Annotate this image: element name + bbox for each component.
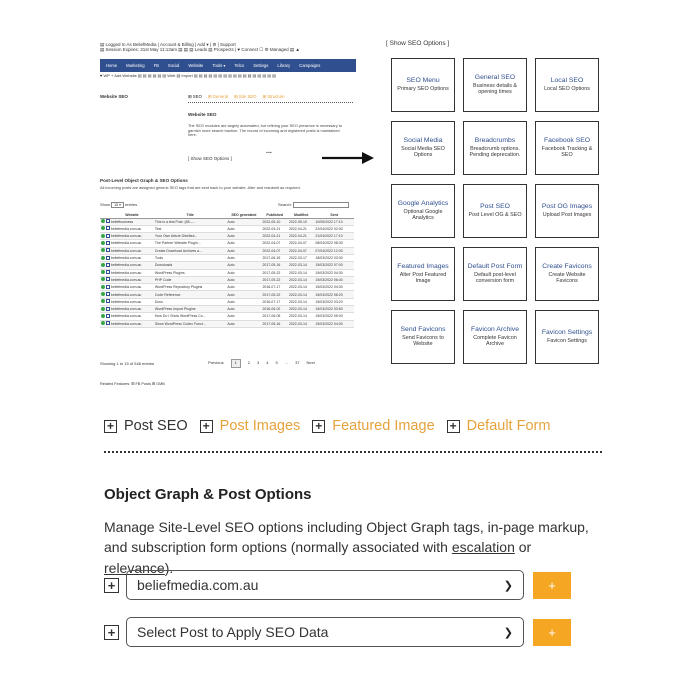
mini-tab-general[interactable]: ⊞ General	[207, 94, 228, 99]
status-dot-icon	[100, 240, 105, 247]
tab-post-images[interactable]	[200, 418, 301, 434]
table-cell: 10/05/2022 17:10	[314, 218, 354, 225]
mini-toolbar: ♥ WP + Add Website ▤ ▤ ▤ ▤ ▤ ▤ Web ▤ Import ▤ ▤ ▤ ▤ ▤ ▤ ▤ ▤ ▤ ▤ ▤ ▤ ▤ ▤ ▤ ▤ ▤	[100, 74, 276, 78]
edit-icon[interactable]	[105, 284, 110, 291]
mini-pager-page-3[interactable]: 3	[257, 360, 260, 365]
edit-icon[interactable]	[105, 240, 110, 247]
mini-object-graph-heading: Post-Level Object Graph & SEO Options	[100, 178, 188, 183]
table-cell: 2022-05-10	[261, 218, 287, 225]
mini-nav-home[interactable]: Home	[106, 62, 118, 68]
table-cell: This is a test Post: (68 –...	[154, 218, 226, 225]
table-cell: Auto	[226, 291, 261, 298]
tile-favicon-settings[interactable]	[535, 310, 599, 364]
object-graph-heading: Object Graph & Post Options	[104, 486, 312, 503]
website-select-value: beliefmedia.com.au	[137, 577, 259, 593]
table-row[interactable]	[100, 262, 354, 269]
table-cell: 2017-05-16	[261, 320, 287, 327]
table-cell: 2017-06-05	[261, 313, 287, 320]
table-cell: WordPress Plugins	[154, 269, 226, 276]
mini-website-seo-text: The SEO modules are largely automated, but refining your SEO presence is necessary to garnish more search traction. The record of incoming and registered posts is maintained here.	[188, 123, 342, 138]
tile-title: General SEO	[474, 74, 516, 82]
table-cell: Auto	[226, 247, 261, 254]
table-cell: 15/03/2022 06:40	[314, 276, 354, 283]
table-cell: Tools	[154, 254, 226, 261]
tile-description: Upload Post Images	[542, 212, 592, 219]
edit-icon[interactable]	[105, 313, 110, 320]
table-cell: Auto	[226, 240, 261, 247]
table-cell: Auto	[226, 225, 261, 232]
mini-website-seo-heading: Website SEO	[188, 112, 217, 117]
table-cell: 2022-03-14	[288, 262, 314, 269]
status-dot-icon	[100, 225, 105, 232]
mini-pager-ellipsis: ...	[284, 360, 289, 365]
table-cell: Auto	[226, 269, 261, 276]
tile-title: Default Post Form	[467, 263, 523, 271]
table-cell: Test	[154, 225, 226, 232]
table-cell: beliefmedia.com.au	[110, 240, 154, 247]
mini-posts-table	[100, 212, 354, 328]
mini-entries-label: entries	[125, 202, 138, 207]
table-cell: WordPress Import Plugins	[154, 306, 226, 313]
edit-icon[interactable]	[105, 254, 110, 261]
table-cell: 15/03/2022 06:20	[314, 291, 354, 298]
mini-search-input[interactable]	[293, 202, 349, 208]
tile-post-seo[interactable]	[463, 184, 527, 238]
table-cell: Show WordPress Codex Funct...	[154, 320, 226, 327]
table-row[interactable]	[100, 276, 354, 283]
table-cell: 2022-03-14	[288, 298, 314, 305]
table-cell: beliefmedia.com.au	[110, 284, 154, 291]
tile-general-seo[interactable]	[463, 58, 527, 112]
table-cell: 2017-05-22	[261, 269, 287, 276]
tab-featured-image[interactable]	[312, 418, 434, 434]
table-cell: beliefmedia.com.au	[110, 291, 154, 298]
tab-label: Post SEO	[124, 418, 188, 434]
tile-description: Primary SEO Options	[397, 86, 449, 93]
website-select[interactable]	[126, 570, 524, 600]
table-row[interactable]	[100, 284, 354, 291]
tile-facebook-seo[interactable]	[535, 121, 599, 175]
table-cell: 2022-05-10	[288, 218, 314, 225]
apply-seo-button[interactable]: +	[533, 619, 571, 646]
table-cell: 2022-03-14	[288, 320, 314, 327]
table-cell: 2022-04-07	[288, 240, 314, 247]
seo-options-grid	[391, 58, 599, 364]
table-cell: beliefmedia.com.au	[110, 298, 154, 305]
tile-send-favicons[interactable]	[391, 310, 455, 364]
table-cell: 2016-07-17	[261, 284, 287, 291]
relevance-link[interactable]: relevance	[104, 559, 165, 576]
tile-local-seo[interactable]	[535, 58, 599, 112]
expand-plus-icon[interactable]: +	[104, 578, 119, 593]
tile-description: Breadcrumb options. Pending deprecation.	[469, 145, 521, 159]
tile-description: Alter Post Featured Image	[399, 271, 447, 285]
table-cell: PHP Code	[154, 276, 226, 283]
table-cell: Auto	[226, 298, 261, 305]
tile-description: Complete Favicon Archive	[473, 334, 517, 348]
tab-label: Post Images	[219, 418, 301, 434]
dotted-divider	[104, 451, 602, 453]
post-select-row	[104, 617, 571, 647]
mini-tab-site-seo[interactable]: ⊞ Site SEO	[233, 94, 257, 99]
status-dot-icon	[100, 269, 105, 276]
table-cell: beliefmedia.com.au	[110, 276, 154, 283]
tile-description: Facebook Tracking & SEO	[541, 145, 593, 159]
table-cell: Docs	[154, 298, 226, 305]
tile-featured-images[interactable]	[391, 247, 455, 301]
edit-icon[interactable]	[105, 262, 110, 269]
chevron-down-icon: ❯	[503, 626, 513, 639]
tile-description: Post Level OG & SEO	[468, 212, 522, 219]
tab-post-seo[interactable]	[104, 418, 188, 434]
table-cell: 2022-03-14	[288, 284, 314, 291]
status-dot-icon	[100, 254, 105, 261]
table-cell: beliefmedia.com.au	[110, 247, 154, 254]
table-cell: The Partner Website Plugin...	[154, 240, 226, 247]
edit-icon[interactable]	[105, 225, 110, 232]
tile-description: Create Website Favicons	[548, 271, 586, 285]
plus-box-icon: +	[447, 420, 460, 433]
mini-topbar-session: ▤ Session Expires: 31st May 11:13am ▤ ▤ ▤ Leads ▤ Prospects | ♥ Connect ☐ ⚙ Managed ▤ ▲	[100, 47, 300, 53]
tile-social-media[interactable]	[391, 121, 455, 175]
tile-description: Optional Google Analytics	[403, 208, 443, 222]
table-cell: 2022-04-07	[288, 247, 314, 254]
mini-col-published[interactable]: Published	[261, 212, 287, 218]
table-cell: 2022-03-14	[288, 269, 314, 276]
escalation-link[interactable]: escalation	[451, 539, 515, 556]
table-cell: How Do I Show WordPress Co...	[154, 313, 226, 320]
table-cell: beliefmedia.com.au	[110, 306, 154, 313]
mini-col-website[interactable]: Website	[110, 212, 154, 218]
mini-pager-next[interactable]: Next	[306, 360, 315, 365]
status-dot-icon	[100, 298, 105, 305]
table-cell: 2017-05-16	[261, 262, 287, 269]
table-cell: 15/03/2022 03:20	[314, 298, 354, 305]
table-cell: Auto	[226, 233, 261, 240]
table-cell: 2017-06-15	[261, 254, 287, 261]
table-cell: 2022-04-21	[288, 225, 314, 232]
plus-box-icon: +	[312, 420, 325, 433]
mini-entries-select[interactable]: 15 ▾	[111, 202, 124, 208]
description-text: or	[514, 539, 532, 556]
table-cell: 2022-03-14	[288, 313, 314, 320]
tile-create-favicons[interactable]	[535, 247, 599, 301]
table-cell: Auto	[226, 218, 261, 225]
tile-title: SEO Menu	[406, 77, 440, 85]
table-cell: 2022-03-14	[288, 291, 314, 298]
plus-box-icon: +	[200, 420, 213, 433]
table-cell: beliefmedia.com.au	[110, 262, 154, 269]
table-cell: 2022-04-21	[261, 225, 287, 232]
mini-pager-previous[interactable]: Previous	[208, 360, 224, 365]
table-cell: Your Own Article Distribut...	[154, 233, 226, 240]
tile-title: Send Favicons	[400, 326, 446, 334]
table-cell: Auto	[226, 284, 261, 291]
tile-description: Default post-level conversion form	[474, 271, 516, 285]
mini-showing-entries: Showing 1 to 15 of 546 entries	[100, 361, 155, 366]
mini-col-seo-generated[interactable]: SEO generated	[226, 212, 261, 218]
mini-col-modified[interactable]: Modified	[288, 212, 314, 218]
mini-search-label: Search:	[278, 202, 292, 208]
status-dot-icon	[100, 306, 105, 313]
tile-title: Favicon Settings	[541, 329, 593, 337]
table-cell: beliefmedia.com.au	[110, 313, 154, 320]
mini-show-seo-options-link[interactable]: [ Show SEO Options ]	[188, 156, 232, 161]
table-cell: 2022-04-21	[261, 233, 287, 240]
edit-icon[interactable]	[105, 269, 110, 276]
tile-description: Social Media SEO Options	[401, 145, 445, 159]
table-row[interactable]	[100, 291, 354, 298]
mini-col-title[interactable]: Title	[154, 212, 226, 218]
table-row[interactable]	[100, 247, 354, 254]
edit-icon[interactable]	[105, 320, 110, 327]
mini-nav-settings[interactable]: Settings	[253, 62, 269, 68]
tile-title: Local SEO	[550, 77, 584, 85]
table-cell: beliefmedia.com.au	[110, 233, 154, 240]
table-cell: 22/04/2022 02:00	[314, 225, 354, 232]
status-dot-icon	[100, 313, 105, 320]
expand-plus-icon[interactable]: +	[104, 625, 119, 640]
mini-nav-social[interactable]: Social	[167, 62, 180, 68]
tile-title: Featured Images	[397, 263, 449, 271]
tile-google-analytics[interactable]	[391, 184, 455, 238]
mini-nav-marketing[interactable]: Marketing	[126, 62, 145, 68]
table-cell: Auto	[226, 262, 261, 269]
table-row[interactable]	[100, 306, 354, 313]
mini-pager-page-1[interactable]: 1	[231, 359, 241, 368]
tile-title: Facebook SEO	[543, 137, 591, 145]
table-row[interactable]	[100, 240, 354, 247]
table-cell: Create Download Archives a...	[154, 247, 226, 254]
mini-topbar-account: ▤ Logged In As BeliefMedia | Account & Billing | Add ▾ | ⚙ | Support	[100, 42, 236, 47]
edit-icon[interactable]	[105, 291, 110, 298]
table-cell: 2022-03-14	[288, 306, 314, 313]
table-cell: 2022-04-07	[261, 247, 287, 254]
edit-icon[interactable]	[105, 276, 110, 283]
table-cell: 2017-05-22	[261, 291, 287, 298]
table-cell: Downloads	[154, 262, 226, 269]
mini-nav-website[interactable]: Website	[188, 62, 204, 68]
table-cell: 2017-05-22	[261, 276, 287, 283]
tile-title: Google Analytics	[397, 200, 449, 208]
show-seo-options-heading: [ Show SEO Options ]	[386, 40, 450, 47]
tile-description: Business details & opening times	[472, 82, 518, 96]
mini-nav-bar	[100, 59, 356, 72]
tile-seo-menu[interactable]	[391, 58, 455, 112]
table-cell: beliefmedia.com.au	[110, 254, 154, 261]
status-dot-icon	[100, 291, 105, 298]
table-row[interactable]	[100, 313, 354, 320]
tab-default-form[interactable]	[447, 418, 551, 434]
table-cell: beliefmedia.com.au	[110, 225, 154, 232]
status-dot-icon	[100, 233, 105, 240]
object-graph-description	[104, 517, 604, 578]
status-dot-icon	[100, 276, 105, 283]
table-cell: beliefmedia.com.au	[110, 320, 154, 327]
table-cell: Auto	[226, 313, 261, 320]
table-cell: 2022-03-17	[288, 254, 314, 261]
mini-divider	[188, 102, 353, 103]
table-cell: 15/03/2022 05:00	[314, 313, 354, 320]
table-cell: 15/03/2022 03:50	[314, 306, 354, 313]
mini-related-features: Related Features: ⊞ FB Posts ⊞ GMB	[100, 382, 165, 386]
tile-title: Breadcrumbs	[474, 137, 516, 145]
mini-nav-library[interactable]: Library	[277, 62, 291, 68]
add-website-button[interactable]: +	[533, 572, 571, 599]
table-cell: 15/03/2022 04:30	[314, 269, 354, 276]
table-row[interactable]	[100, 233, 354, 240]
mini-screenshot	[100, 42, 356, 387]
table-cell: 2016-07-17	[261, 298, 287, 305]
post-tabs	[104, 418, 550, 434]
tile-title: Post OG Images	[541, 203, 593, 211]
mini-tabs	[188, 94, 285, 99]
tab-label: Featured Image	[332, 418, 435, 434]
status-dot-icon	[100, 284, 105, 291]
table-cell: 2022-04-21	[288, 233, 314, 240]
status-dot-icon	[100, 247, 105, 254]
edit-icon[interactable]	[105, 306, 110, 313]
table-row[interactable]	[100, 218, 354, 225]
table-cell: 15/03/2022 07:00	[314, 262, 354, 269]
mini-section-title: Website SEO	[100, 94, 128, 99]
table-row[interactable]	[100, 320, 354, 327]
edit-icon[interactable]	[105, 218, 110, 225]
mini-pager-page-37[interactable]: 37	[295, 360, 300, 365]
table-row[interactable]	[100, 298, 354, 305]
website-select-row	[104, 570, 571, 600]
tile-description: Send Favicons to Website	[402, 334, 444, 348]
mini-pagination	[208, 359, 315, 368]
edit-icon[interactable]	[105, 298, 110, 305]
mini-topbar	[100, 42, 356, 58]
mini-nav-campaigns[interactable]: Campaigns	[299, 62, 321, 68]
tile-title: Create Favicons	[542, 263, 592, 271]
tile-title: Social Media	[403, 137, 443, 145]
table-cell: Code Reference	[154, 291, 226, 298]
table-cell: Auto	[226, 320, 261, 327]
table-row[interactable]	[100, 225, 354, 232]
table-row[interactable]	[100, 269, 354, 276]
tile-description: Local SEO Options	[544, 86, 590, 93]
tile-title: Post SEO	[480, 203, 510, 211]
mini-nav-telco[interactable]: Telco	[234, 62, 245, 68]
mini-tab-seo[interactable]: ⊞ SEO	[188, 94, 202, 99]
table-cell: 21/04/2022 17:10	[314, 233, 354, 240]
right-arrow-icon	[322, 150, 374, 166]
description-text: ).	[164, 559, 174, 576]
tile-post-og-images[interactable]	[535, 184, 599, 238]
mini-entries-control	[100, 202, 137, 208]
mini-show-label: Show	[100, 202, 111, 207]
table-cell: beliefmedia.com.au	[110, 269, 154, 276]
table-cell: 2022-04-07	[261, 240, 287, 247]
table-cell: 15/03/2022 04:30	[314, 284, 354, 291]
edit-icon[interactable]	[105, 247, 110, 254]
table-cell: 15/03/2022 04:00	[314, 320, 354, 327]
edit-icon[interactable]	[105, 233, 110, 240]
table-cell: WordPress Repository Plugins	[154, 284, 226, 291]
tile-description: Favicon Settings	[547, 338, 587, 345]
mini-col-sent[interactable]: Sent	[314, 212, 354, 218]
table-row[interactable]	[100, 254, 354, 261]
mini-object-graph-text: All incoming posts are assigned generic SEO tags that are sent back to your website. Alter and resubmit as required.	[100, 185, 301, 190]
tile-title: Favicon Archive	[471, 326, 519, 334]
mini-tab-structure[interactable]: ⊞ Structure	[262, 94, 285, 99]
table-cell: beliefbusiness	[110, 218, 154, 225]
mini-pager-page-4[interactable]: 4	[266, 360, 269, 365]
table-cell: Auto	[226, 276, 261, 283]
tile-breadcrumbs[interactable]	[463, 121, 527, 175]
table-cell: 08/04/2022 08:30	[314, 240, 354, 247]
table-cell: 2022-03-14	[288, 276, 314, 283]
plus-box-icon: +	[104, 420, 117, 433]
table-cell: 18/03/2022 03:30	[314, 254, 354, 261]
status-dot-icon	[100, 262, 105, 269]
table-cell: 2016-06-02	[261, 306, 287, 313]
chevron-down-icon: ❯	[503, 579, 513, 592]
table-cell: Auto	[226, 306, 261, 313]
tile-favicon-archive[interactable]	[463, 310, 527, 364]
post-select-value: Select Post to Apply SEO Data	[137, 624, 329, 640]
status-dot-icon	[100, 218, 105, 225]
description-text: Manage Site-Level SEO options including Object Graph tags, in-page markup, and subscription form options (normally associated with	[104, 519, 589, 556]
table-cell: 07/04/2022 12:00	[314, 247, 354, 254]
table-cell: Auto	[226, 254, 261, 261]
mini-nav-fb[interactable]: FB	[153, 62, 159, 68]
mini-pager-page-2[interactable]: 2	[247, 360, 251, 365]
tab-label: Default Form	[466, 418, 551, 434]
status-dot-icon	[100, 320, 105, 327]
post-select[interactable]	[126, 617, 524, 647]
mini-pager-page-5[interactable]: 5	[275, 360, 278, 365]
mini-search	[278, 202, 349, 208]
mini-nav-tools[interactable]: Tools ▾	[212, 62, 226, 68]
mini-ellipsis: ...	[266, 148, 272, 155]
tile-default-post-form[interactable]	[463, 247, 527, 301]
